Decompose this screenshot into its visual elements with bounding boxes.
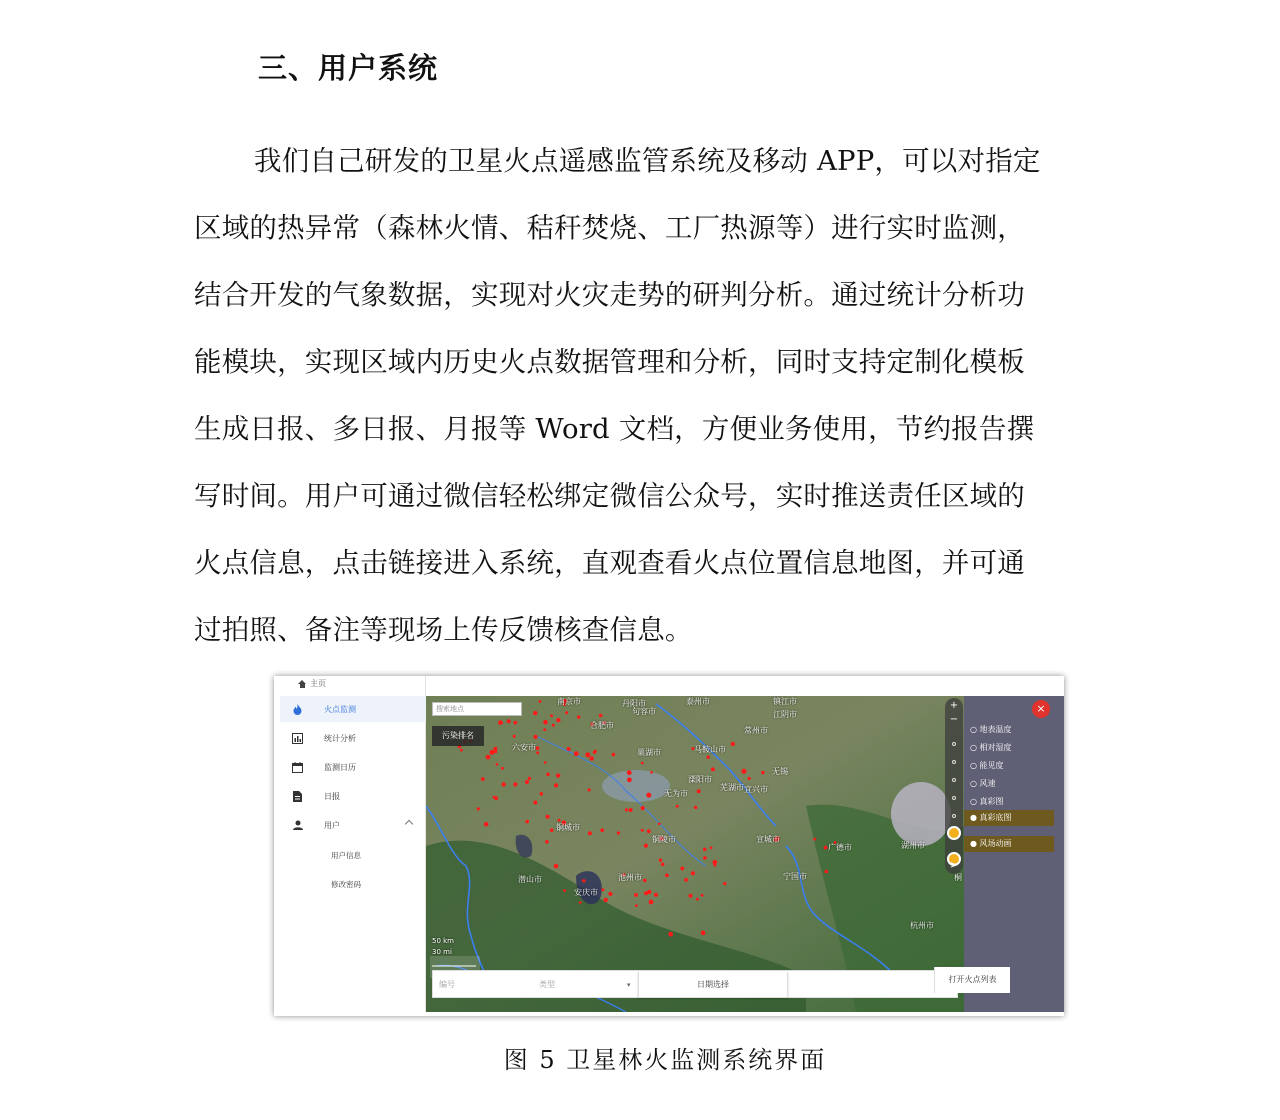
city-label: 宣城市	[756, 835, 780, 844]
fire-point[interactable]	[513, 721, 517, 725]
type-select[interactable]: 类型	[539, 980, 555, 989]
fire-point[interactable]	[646, 793, 651, 798]
fire-point[interactable]	[694, 806, 697, 809]
fire-point[interactable]	[604, 898, 608, 902]
fire-point[interactable]	[484, 822, 489, 827]
layer-toggle-dot[interactable]	[952, 760, 956, 764]
calendar-icon	[292, 762, 303, 773]
city-label: 桐	[954, 873, 962, 882]
nav-label: 用户	[324, 820, 340, 830]
date-select-button[interactable]: 日期选择	[638, 972, 788, 998]
fire-point[interactable]	[634, 893, 638, 897]
fire-point[interactable]	[579, 901, 582, 904]
fire-point[interactable]	[546, 773, 550, 777]
fire-point[interactable]	[550, 714, 553, 717]
nav-item-user[interactable]	[280, 812, 426, 838]
layer-toggle-active[interactable]	[947, 826, 961, 840]
fire-point[interactable]	[647, 829, 651, 833]
fire-point[interactable]	[761, 771, 764, 774]
layer-option[interactable]: ○ 地表温度	[970, 725, 1012, 734]
city-label: 南京市	[557, 697, 581, 706]
fire-point[interactable]	[501, 767, 504, 770]
city-label: 句容市	[632, 707, 656, 716]
fire-point[interactable]	[600, 828, 604, 832]
city-label: 宜兴市	[744, 785, 768, 794]
fire-point[interactable]	[496, 763, 499, 766]
layer-toggle-dot[interactable]	[952, 742, 956, 746]
fire-point[interactable]	[565, 711, 568, 714]
city-label: 巢湖市	[637, 748, 661, 757]
fire-point[interactable]	[533, 711, 537, 715]
nav-label: 火点监测	[324, 704, 356, 714]
fire-point[interactable]	[629, 808, 633, 812]
home-icon	[298, 680, 307, 688]
fire-point[interactable]	[612, 753, 616, 757]
fire-point[interactable]	[706, 756, 709, 759]
body-paragraph	[194, 128, 1094, 664]
nav-subitem-change-password[interactable]: 修改密码	[331, 880, 361, 889]
city-label: 泰州市	[686, 697, 710, 706]
fire-point[interactable]	[824, 846, 828, 850]
layer-toggle-dot[interactable]	[952, 796, 956, 800]
nav-item-calendar[interactable]	[280, 754, 426, 780]
fire-point[interactable]	[650, 771, 653, 774]
fire-point[interactable]	[601, 888, 604, 891]
fire-point[interactable]	[813, 838, 816, 841]
fire-point[interactable]	[680, 867, 684, 871]
paragraph-line: 能模块，实现区域内历史火点数据管理和分析，同时支持定制化模板	[194, 346, 1025, 378]
city-label: 潜山市	[518, 875, 542, 884]
fire-point[interactable]	[661, 863, 665, 867]
layer-option-active[interactable]: ● 风场动画	[964, 836, 1054, 852]
fire-point[interactable]	[689, 894, 693, 898]
paragraph-line: 结合开发的气象数据，实现对火灾走势的研判分析。通过统计分析功	[194, 279, 1025, 311]
fire-point[interactable]	[533, 735, 537, 739]
nav-item-daily-report[interactable]	[280, 783, 426, 809]
fire-point[interactable]	[550, 828, 554, 832]
system-screenshot-figure	[274, 676, 1064, 1016]
fire-point[interactable]	[498, 720, 503, 725]
fire-point[interactable]	[703, 848, 707, 852]
scale-km-label: 50 km	[432, 937, 455, 945]
paragraph-line: 过拍照、备注等现场上传反馈核查信息。	[194, 614, 693, 646]
fire-point[interactable]	[649, 900, 654, 905]
search-place-input[interactable]: 搜索地点	[432, 702, 522, 716]
fire-point[interactable]	[665, 874, 669, 878]
pollution-ranking-button[interactable]: 污染排名	[432, 726, 484, 746]
city-label: 马鞍山市	[694, 745, 726, 754]
fire-point[interactable]	[627, 777, 632, 782]
city-label: 无锡	[772, 767, 788, 776]
user-icon	[292, 820, 303, 831]
fire-point[interactable]	[539, 700, 542, 703]
fire-point[interactable]	[525, 820, 529, 824]
chevron-down-icon[interactable]: ▾	[627, 981, 631, 989]
flame-icon	[292, 704, 303, 715]
fire-point[interactable]	[641, 762, 644, 765]
city-label: 溧阳市	[688, 775, 712, 784]
fire-point[interactable]	[486, 755, 491, 760]
fire-point[interactable]	[513, 782, 517, 786]
open-fire-list-button[interactable]: 打开火点列表	[934, 967, 1010, 993]
fire-point[interactable]	[585, 752, 590, 757]
city-label: 铜城市	[556, 823, 580, 832]
fire-point[interactable]	[493, 796, 496, 799]
fire-point[interactable]	[481, 777, 485, 781]
layer-option[interactable]: ○ 风速	[970, 779, 996, 788]
fire-point[interactable]	[658, 823, 661, 826]
fire-point[interactable]	[627, 770, 632, 775]
city-label: 镇江市	[773, 697, 797, 706]
fire-point[interactable]	[554, 864, 559, 869]
fire-point[interactable]	[643, 879, 647, 883]
fire-point[interactable]	[635, 904, 638, 907]
fire-point[interactable]	[554, 783, 558, 787]
fire-point[interactable]	[574, 751, 579, 756]
fire-point[interactable]	[567, 747, 571, 751]
nav-label: 监测日历	[324, 762, 356, 772]
nav-item-stats[interactable]	[280, 725, 426, 751]
city-label: 合肥市	[590, 721, 614, 730]
layer-option[interactable]: ○ 真彩图	[970, 797, 1004, 806]
id-input[interactable]: 编号	[439, 980, 455, 989]
document-icon	[292, 791, 303, 802]
fire-point[interactable]	[644, 844, 648, 848]
fire-point[interactable]	[588, 788, 591, 791]
filter-bar	[432, 970, 958, 998]
fire-point[interactable]	[644, 891, 648, 895]
map-zoom-rail	[945, 698, 963, 874]
fire-point[interactable]	[710, 846, 713, 849]
fire-point[interactable]	[563, 889, 566, 892]
fire-point[interactable]	[513, 735, 516, 738]
fire-point[interactable]	[668, 932, 673, 937]
paragraph-line: 生成日报、多日报、月报等 Word 文档，方便业务使用，节约报告撰	[194, 413, 1035, 445]
city-label: 无为市	[664, 789, 688, 798]
fire-point[interactable]	[533, 801, 537, 805]
sidebar	[280, 676, 426, 1012]
fire-point[interactable]	[691, 871, 695, 875]
nav-label: 统计分析	[324, 733, 356, 743]
nav-item-fire-monitor[interactable]	[280, 696, 426, 722]
fire-point[interactable]	[701, 894, 704, 897]
fire-point[interactable]	[525, 780, 529, 784]
fire-point[interactable]	[713, 864, 716, 867]
fire-point[interactable]	[536, 746, 540, 750]
city-label: 湖州市	[901, 841, 925, 850]
nav-subitem-user-info[interactable]: 用户信息	[331, 851, 361, 860]
fire-point[interactable]	[528, 777, 531, 780]
city-label: 芜湖市	[720, 783, 744, 792]
fire-point[interactable]	[552, 724, 555, 727]
bottom-control-bar	[426, 966, 997, 1012]
fire-point[interactable]	[641, 829, 644, 832]
fire-point[interactable]	[507, 719, 511, 723]
fire-point[interactable]	[460, 749, 463, 752]
home-label: 主页	[310, 679, 326, 688]
fire-point[interactable]	[731, 742, 735, 746]
paragraph-line: 区域的热异常（森林火情、秸秆焚烧、工厂热源等）进行实时监测，	[194, 212, 1025, 244]
close-button[interactable]: ×	[1032, 700, 1050, 718]
fire-point[interactable]	[540, 792, 544, 796]
fire-point[interactable]	[545, 840, 549, 844]
city-label: 安庆市	[574, 888, 598, 897]
city-label: 江阴市	[773, 710, 797, 719]
zoom-in-button[interactable]: +	[949, 700, 959, 711]
expand-button[interactable]: >	[949, 860, 959, 871]
zoom-out-button[interactable]: −	[949, 714, 959, 725]
scale-mi-label: 30 mi	[432, 948, 452, 956]
layer-option[interactable]: ○ 能见度	[970, 761, 1004, 770]
fire-point[interactable]	[593, 751, 596, 754]
fire-point[interactable]	[494, 750, 497, 753]
fire-point[interactable]	[589, 756, 594, 761]
layer-panel	[964, 696, 1064, 1012]
fire-point[interactable]	[696, 898, 699, 901]
fire-point[interactable]	[544, 761, 547, 764]
bar-chart-icon	[292, 733, 303, 744]
fire-point[interactable]	[490, 750, 495, 755]
city-label: 宁国市	[783, 872, 807, 881]
fire-point[interactable]	[723, 882, 726, 885]
chevron-up-icon[interactable]	[405, 820, 413, 828]
city-label: 六安市	[512, 743, 536, 752]
satellite-map[interactable]	[426, 696, 964, 1012]
fire-point[interactable]	[543, 720, 548, 725]
fire-point[interactable]	[582, 879, 585, 882]
layer-toggle-dot[interactable]	[952, 814, 956, 818]
paragraph-line: 火点信息，点击链接进入系统，直观查看火点位置信息地图，并可通	[194, 547, 1025, 579]
fire-point[interactable]	[608, 892, 612, 896]
fire-point[interactable]	[748, 777, 751, 780]
paragraph-line: 我们自己研发的卫星火点遥感监管系统及移动 APP，可以对指定	[254, 145, 1041, 177]
fire-point[interactable]	[741, 769, 746, 774]
city-label: 广德市	[828, 843, 852, 852]
fire-point[interactable]	[556, 773, 560, 777]
fire-point[interactable]	[676, 805, 679, 808]
layer-option-active[interactable]: ● 真彩底图	[964, 810, 1054, 826]
breadcrumb-home[interactable]	[298, 678, 326, 689]
layer-option[interactable]: ○ 相对湿度	[970, 743, 1012, 752]
paragraph-line: 写时间。用户可通过微信轻松绑定微信公众号，实时推送责任区域的	[194, 480, 1025, 512]
city-label: 铜陵市	[652, 835, 676, 844]
fire-point[interactable]	[625, 808, 628, 811]
fire-point[interactable]	[501, 782, 505, 786]
fire-point[interactable]	[477, 807, 480, 810]
city-label: 杭州市	[910, 921, 934, 930]
fire-point[interactable]	[659, 858, 662, 861]
section-heading: 三、用户系统	[258, 51, 439, 85]
fire-point[interactable]	[697, 789, 701, 793]
city-label: 池州市	[618, 873, 642, 882]
fire-point[interactable]	[546, 815, 550, 819]
figure-caption: 图 5 卫星林火监测系统界面	[503, 1046, 827, 1074]
city-label: 丹阳市	[622, 699, 646, 708]
layer-toggle-dot[interactable]	[952, 778, 956, 782]
fire-point[interactable]	[703, 856, 707, 860]
fire-point[interactable]	[599, 714, 603, 718]
fire-point[interactable]	[556, 718, 560, 722]
fire-point[interactable]	[654, 893, 658, 897]
nav-label: 日报	[324, 791, 340, 801]
fire-point[interactable]	[536, 751, 539, 754]
fire-point[interactable]	[711, 767, 715, 771]
fire-point[interactable]	[617, 831, 620, 834]
fire-point[interactable]	[543, 728, 546, 731]
fire-point[interactable]	[641, 806, 645, 810]
fire-point[interactable]	[684, 878, 688, 882]
fire-point[interactable]	[577, 715, 580, 718]
city-label: 常州市	[744, 726, 768, 735]
fire-point[interactable]	[701, 931, 706, 936]
fire-point[interactable]	[588, 831, 592, 835]
fire-point[interactable]	[825, 870, 829, 874]
